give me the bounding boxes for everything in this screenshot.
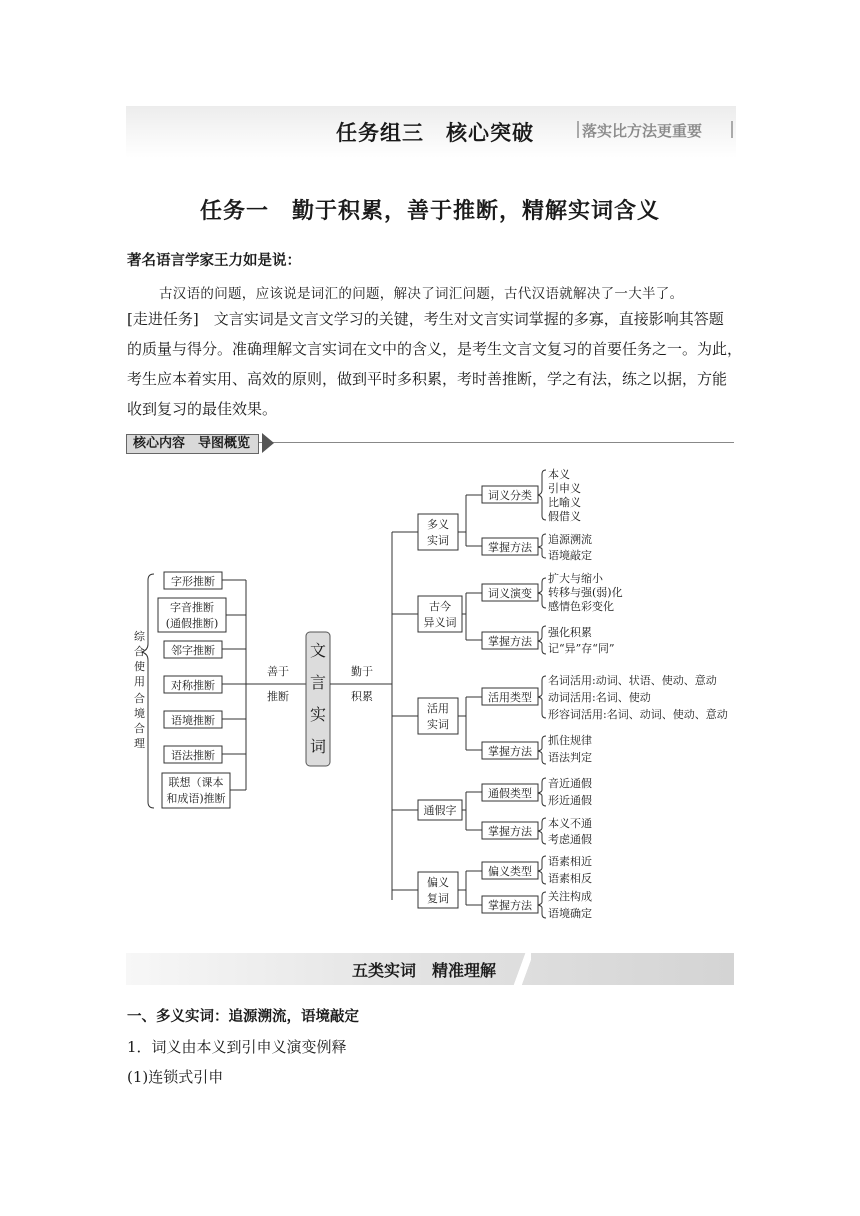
item-label: 语素相反	[548, 872, 592, 885]
center-char: 词	[309, 737, 327, 756]
side-brace	[142, 574, 154, 808]
sub-label: 掌握方法	[488, 899, 532, 912]
task-title: 任务一 勤于积累，善于推断，精解实词含义	[199, 199, 660, 224]
item-label: 本义不通	[548, 817, 592, 830]
item-label: 抓住规律	[548, 734, 592, 747]
band-title: 五类实词 精准理解	[352, 961, 497, 980]
header-divider-right	[731, 121, 733, 138]
mind-map	[126, 462, 734, 930]
item-label: 本义	[548, 468, 570, 481]
item-label: 语境敲定	[548, 549, 592, 562]
side-label-1: 综合使用	[134, 630, 145, 688]
center-char: 言	[309, 673, 327, 692]
item-label: 动词活用:名词、使动	[548, 691, 651, 704]
center-char: 文	[309, 641, 327, 660]
item-label: 转移与强(弱)化	[548, 586, 623, 599]
paragraph-line: 的质量与得分。准确理解文言实词在文中的含义，是考生文言文复习的首要任务之一。为此，	[127, 340, 743, 358]
section-label: 核心内容 导图概览	[126, 434, 259, 454]
category-label: 复词	[427, 892, 449, 905]
method-label: 联想（课本	[168, 776, 224, 789]
category-label: 活用	[427, 702, 449, 715]
category-label: 异义词	[423, 616, 457, 629]
side-label-2: 合境合理	[134, 692, 145, 750]
item-label: 假借义	[548, 510, 581, 523]
method-label: 邻字推断	[171, 644, 215, 657]
item-label: 扩大与缩小	[548, 572, 603, 585]
item-label: 比喻义	[548, 496, 581, 509]
category-label: 实词	[427, 534, 449, 547]
item-label: 强化积累	[548, 626, 592, 639]
method-label: 语法推断	[171, 749, 215, 762]
header-divider-left	[577, 121, 579, 138]
quote: 古汉语的问题，应该说是词汇的问题，解决了词汇问题，古代汉语就解决了一大半了。	[159, 286, 684, 302]
item-label: 记“异”存“同”	[548, 642, 615, 655]
sub-label: 掌握方法	[488, 541, 532, 554]
paragraph-line: [走进任务] 文言实词是文言文学习的关键，考生对文言实词掌握的多寡，直接影响其答题	[127, 310, 724, 328]
sub-label: 偏义类型	[488, 865, 532, 878]
right-link: 勤于	[351, 665, 373, 678]
sub-label: 通假类型	[488, 787, 532, 800]
item-label: 形近通假	[548, 794, 592, 807]
method-label: 字形推断	[171, 575, 215, 588]
category-label: 偏义	[427, 876, 449, 889]
heading-1: 一、多义实词：追源溯流，语境敲定	[127, 1009, 359, 1025]
item-label: 形容词活用:名词、动词、使动、意动	[548, 708, 728, 721]
category-label: 古今	[429, 600, 451, 613]
sub-label: 掌握方法	[488, 635, 532, 648]
header-tag: 落实比方法更重要	[582, 122, 703, 140]
item-label: 音近通假	[548, 777, 592, 790]
center-char: 实	[309, 705, 327, 724]
intro-line: 著名语言学家王力如是说：	[127, 253, 301, 269]
item-label: 语境确定	[548, 907, 592, 920]
item-label: 考虑通假	[548, 833, 592, 846]
category-label: 实词	[427, 718, 449, 731]
left-link: 善于	[267, 665, 289, 678]
item-label: 感情色彩变化	[548, 600, 614, 613]
paragraph-line: 考生应本着实用、高效的原则，做到平时多积累，考时善推断，学之有法，练之以据，方能	[127, 370, 728, 388]
heading-3: (1)连锁式引申	[127, 1068, 224, 1086]
item-label: 语素相近	[548, 855, 592, 868]
sub-label: 词义演变	[488, 587, 532, 600]
heading-2: 1．词义由本义到引申义演变例释	[127, 1038, 347, 1056]
method-label: 对称推断	[171, 679, 215, 692]
sub-label: 活用类型	[488, 691, 532, 704]
item-label: 名词活用:动词、状语、使动、意动	[548, 674, 717, 687]
item-label: 语法判定	[548, 751, 592, 764]
category-label: 多义	[427, 518, 449, 531]
sub-label: 掌握方法	[488, 745, 532, 758]
category-label: 通假字	[423, 804, 457, 817]
method-label: 字音推断	[170, 601, 214, 614]
item-label: 关注构成	[548, 890, 592, 903]
header-title: 任务组三 核心突破	[336, 121, 534, 145]
method-label: 和成语)推断	[166, 792, 226, 805]
sub-label: 掌握方法	[488, 825, 532, 838]
method-label: (通假推断)	[165, 617, 219, 630]
item-label: 引申义	[548, 482, 581, 495]
paragraph-line: 收到复习的最佳效果。	[127, 400, 278, 418]
band-slash-decoration	[511, 952, 531, 986]
sub-label: 词义分类	[488, 489, 532, 502]
left-link: 推断	[267, 690, 289, 703]
item-label: 追源溯流	[548, 533, 592, 546]
method-label: 语境推断	[171, 714, 215, 727]
section-arrow-icon	[262, 433, 274, 453]
right-link: 积累	[351, 690, 373, 703]
